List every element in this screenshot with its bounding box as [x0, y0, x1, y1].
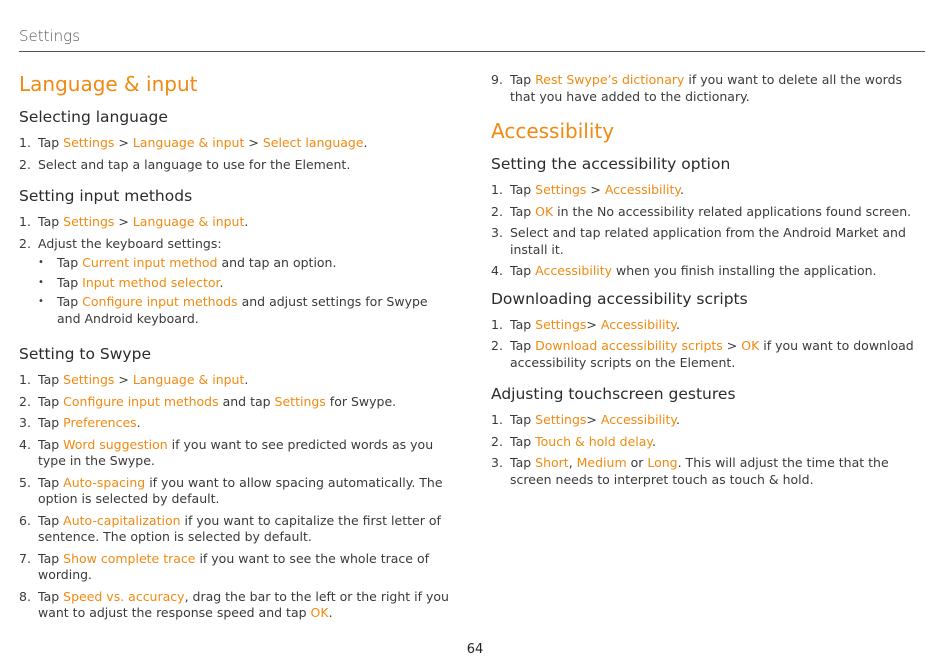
ui-term: Accessibility: [600, 412, 677, 427]
list-item: [19, 157, 449, 174]
step-number: 8.: [19, 588, 31, 604]
bullet-text: [57, 275, 224, 290]
subsection-heading: Setting to Swype: [19, 345, 151, 363]
ui-term: Download accessibility scripts: [535, 338, 723, 353]
step-number: 4.: [491, 263, 503, 278]
ui-term: Settings: [63, 372, 115, 387]
text-run: Tap: [38, 474, 64, 490]
step-number: 4.: [19, 436, 31, 452]
step-number: 9.: [491, 72, 503, 87]
ui-term: Current input method: [82, 255, 218, 270]
ui-term: Input method selector: [82, 274, 220, 290]
ui-term: Settings: [535, 316, 587, 332]
text-run: Tap: [510, 263, 536, 278]
text-run: Tap: [57, 274, 83, 290]
text-run: when you finish installing the application.: [612, 263, 877, 278]
step-number: 7.: [19, 550, 31, 566]
subsection-heading: Downloading accessibility scripts: [491, 289, 748, 308]
ui-term: Accessibility: [535, 263, 613, 278]
text-run: Tap: [57, 294, 83, 309]
ui-term: Configure input methods: [63, 393, 219, 409]
step-text: [510, 455, 889, 487]
step-number: 2.: [19, 156, 31, 172]
text-run: .: [219, 274, 224, 290]
ui-term: Speed vs. accuracy: [63, 588, 185, 604]
text-run: .: [676, 316, 680, 332]
list-item: [491, 225, 926, 258]
text-run: Tap: [510, 182, 536, 197]
text-run: if you want to capitalize the first letter of sentence. The option is selected by default.: [38, 512, 441, 544]
text-run: .: [679, 182, 684, 197]
text-run: Tap: [38, 588, 64, 604]
step-text: [510, 434, 656, 449]
step-text: [510, 204, 911, 219]
step-text: [510, 338, 914, 370]
text-run: or: [626, 455, 648, 470]
ui-term: Word suggestion: [63, 436, 168, 452]
text-run: for Swype.: [325, 393, 397, 409]
left-column: [19, 70, 449, 627]
text-run: Tap: [38, 436, 64, 452]
page-number: 64: [466, 642, 484, 657]
page-header-title: Settings: [19, 27, 81, 45]
text-run: Tap: [510, 316, 536, 332]
step-number: 1.: [491, 316, 503, 332]
subsection-heading: Setting input methods: [19, 187, 193, 205]
subsection-heading: Adjusting touchscreen gestures: [491, 385, 736, 403]
step-number: 5.: [19, 474, 31, 490]
text-run: .: [652, 433, 657, 449]
step-text: [510, 263, 877, 278]
step-number: 3.: [491, 225, 503, 240]
text-run: Tap: [57, 255, 83, 270]
list-item: [491, 263, 926, 280]
ui-term: Show complete trace: [63, 550, 196, 566]
text-run: Tap: [38, 372, 64, 387]
step-text: [510, 225, 906, 257]
list-item: [491, 455, 926, 488]
step-text: [38, 236, 222, 251]
steps-list: [491, 317, 926, 372]
step-number: 1.: [491, 182, 503, 197]
text-run: and tap an option.: [217, 255, 337, 270]
step-text: [38, 157, 350, 172]
ui-term: Configure input methods: [82, 294, 238, 309]
ui-term: Rest Swype’s dictionary: [535, 72, 685, 87]
ui-term: Short: [535, 455, 569, 470]
ui-term: Settings: [535, 412, 587, 427]
step-text: [510, 317, 680, 332]
text-run: >: [114, 135, 133, 150]
step-number: 1.: [19, 135, 31, 150]
text-run: Tap: [38, 393, 64, 409]
text-run: . This will adjust the time that the screen needs to interpret touch as touch & hold.: [510, 455, 889, 487]
bullet: •: [38, 276, 44, 288]
steps-list: [19, 372, 449, 622]
list-item: [19, 372, 449, 389]
text-run: .: [363, 135, 368, 150]
step-number: 2.: [491, 338, 503, 353]
list-item: [491, 72, 926, 105]
bullet: •: [38, 257, 44, 268]
subsection-heading: Selecting language: [19, 108, 168, 126]
ui-term: Settings: [63, 135, 115, 150]
ui-term: Language & input: [132, 135, 245, 150]
text-run: if you want to allow spacing automatically. The option is selected by default.: [38, 474, 443, 506]
step-text: [510, 72, 902, 104]
list-item: [19, 475, 449, 508]
step-number: 3.: [19, 415, 31, 430]
ui-term: Settings: [274, 393, 326, 409]
text-run: Adjust the keyboard settings:: [38, 235, 222, 251]
list-item: [19, 437, 449, 470]
bullet: •: [38, 296, 44, 307]
text-run: , drag the bar to the left or the right if you want to adjust the response speed and tap: [38, 588, 449, 620]
header-divider: [19, 51, 925, 52]
bullet-item: [38, 275, 449, 292]
ui-term: Auto-spacing: [63, 474, 146, 490]
ui-term: Medium: [576, 455, 627, 470]
step-text: [38, 589, 449, 621]
step-text: [38, 372, 248, 387]
text-run: >: [586, 412, 601, 427]
bullet-text: [57, 255, 336, 270]
steps-list: [491, 182, 926, 280]
text-run: .: [136, 415, 141, 430]
text-run: >: [586, 316, 601, 332]
text-run: >: [114, 214, 133, 229]
bullet-item: [38, 294, 449, 327]
ui-term: Settings: [535, 182, 587, 197]
steps-list: [19, 214, 449, 327]
text-run: Tap: [510, 72, 536, 87]
step-number: 2.: [491, 433, 503, 449]
text-run: in the No accessibility related applications found screen.: [553, 203, 912, 219]
ui-term: Accessibility: [600, 316, 677, 332]
section-title: Accessibility: [491, 119, 615, 143]
text-run: and adjust settings for Swype and Android keyboard.: [57, 294, 428, 326]
step-number: 6.: [19, 512, 31, 528]
ui-term: Select language: [262, 135, 364, 150]
list-item: [491, 412, 926, 429]
text-run: >: [244, 135, 263, 150]
list-item: [19, 214, 449, 231]
bullet-list: [38, 255, 449, 327]
text-run: if you want to delete all the words that you have added to the dictionary.: [510, 72, 903, 104]
text-run: .: [244, 214, 249, 229]
text-run: Tap: [38, 550, 64, 566]
bullet-text: [57, 294, 428, 326]
step-text: [38, 394, 396, 409]
step-text: [38, 437, 433, 469]
ui-term: Language & input: [132, 372, 245, 387]
ui-term: OK: [310, 605, 329, 620]
ui-term: Long: [647, 455, 678, 470]
step-text: [510, 412, 680, 427]
text-run: Tap: [38, 415, 64, 430]
step-text: [38, 415, 141, 430]
list-item: [491, 204, 926, 221]
text-run: >: [722, 338, 742, 353]
list-item: [491, 338, 926, 371]
step-number: 1.: [19, 372, 31, 387]
list-item: [19, 551, 449, 584]
text-run: Tap: [38, 214, 64, 229]
text-run: Tap: [510, 455, 536, 470]
step-number: 2.: [19, 235, 31, 251]
text-run: ,: [568, 455, 577, 470]
ui-term: Language & input: [132, 214, 245, 229]
list-item: [491, 434, 926, 451]
step-text: [38, 135, 368, 150]
section-title: Language & input: [19, 72, 198, 96]
ui-term: Settings: [63, 214, 115, 229]
text-run: >: [114, 372, 133, 387]
list-item: [491, 182, 926, 199]
bullet-item: [38, 255, 449, 272]
step-text: [38, 551, 429, 583]
step-number: 1.: [491, 412, 503, 427]
steps-list: [19, 135, 449, 173]
continued-steps: [491, 72, 926, 105]
ui-term: Preferences: [63, 415, 137, 430]
ui-term: Touch & hold delay: [535, 433, 653, 449]
step-number: 3.: [491, 455, 503, 470]
text-run: Select and tap a language to use for the Element.: [38, 156, 351, 172]
ui-term: OK: [535, 203, 554, 219]
ui-term: Accessibility: [604, 182, 680, 197]
ui-term: Auto-capitalization: [63, 512, 181, 528]
step-text: [38, 214, 248, 229]
ui-term: OK: [741, 338, 760, 353]
text-run: .: [676, 412, 680, 427]
step-number: 2.: [491, 203, 503, 219]
text-run: Tap: [510, 203, 536, 219]
text-run: and tap: [218, 393, 275, 409]
text-run: .: [328, 605, 333, 620]
text-run: Tap: [38, 512, 64, 528]
text-run: Tap: [510, 338, 536, 353]
text-run: if you want to download accessibility scripts on the Element.: [510, 338, 914, 370]
list-item: [19, 513, 449, 546]
text-run: Select and tap related application from the Android Market and install it.: [510, 225, 906, 257]
subsection-heading: Setting the accessibility option: [491, 155, 731, 173]
list-item: [19, 415, 449, 432]
step-text: [510, 182, 684, 197]
step-text: [38, 513, 441, 545]
text-run: Tap: [38, 135, 64, 150]
list-item: [19, 589, 449, 622]
step-text: [38, 475, 443, 507]
step-number: 2.: [19, 393, 31, 409]
text-run: >: [586, 182, 605, 197]
list-item: [19, 236, 449, 328]
list-item: [19, 394, 449, 411]
right-column: [491, 72, 926, 493]
steps-list: [491, 412, 926, 488]
text-run: if you want to see the whole trace of wording.: [38, 550, 430, 582]
text-run: .: [244, 372, 249, 387]
list-item: [19, 135, 449, 152]
text-run: if you want to see predicted words as you type in the Swype.: [38, 436, 434, 468]
list-item: [491, 317, 926, 334]
text-run: Tap: [510, 412, 536, 427]
step-number: 1.: [19, 214, 31, 229]
text-run: Tap: [510, 433, 536, 449]
